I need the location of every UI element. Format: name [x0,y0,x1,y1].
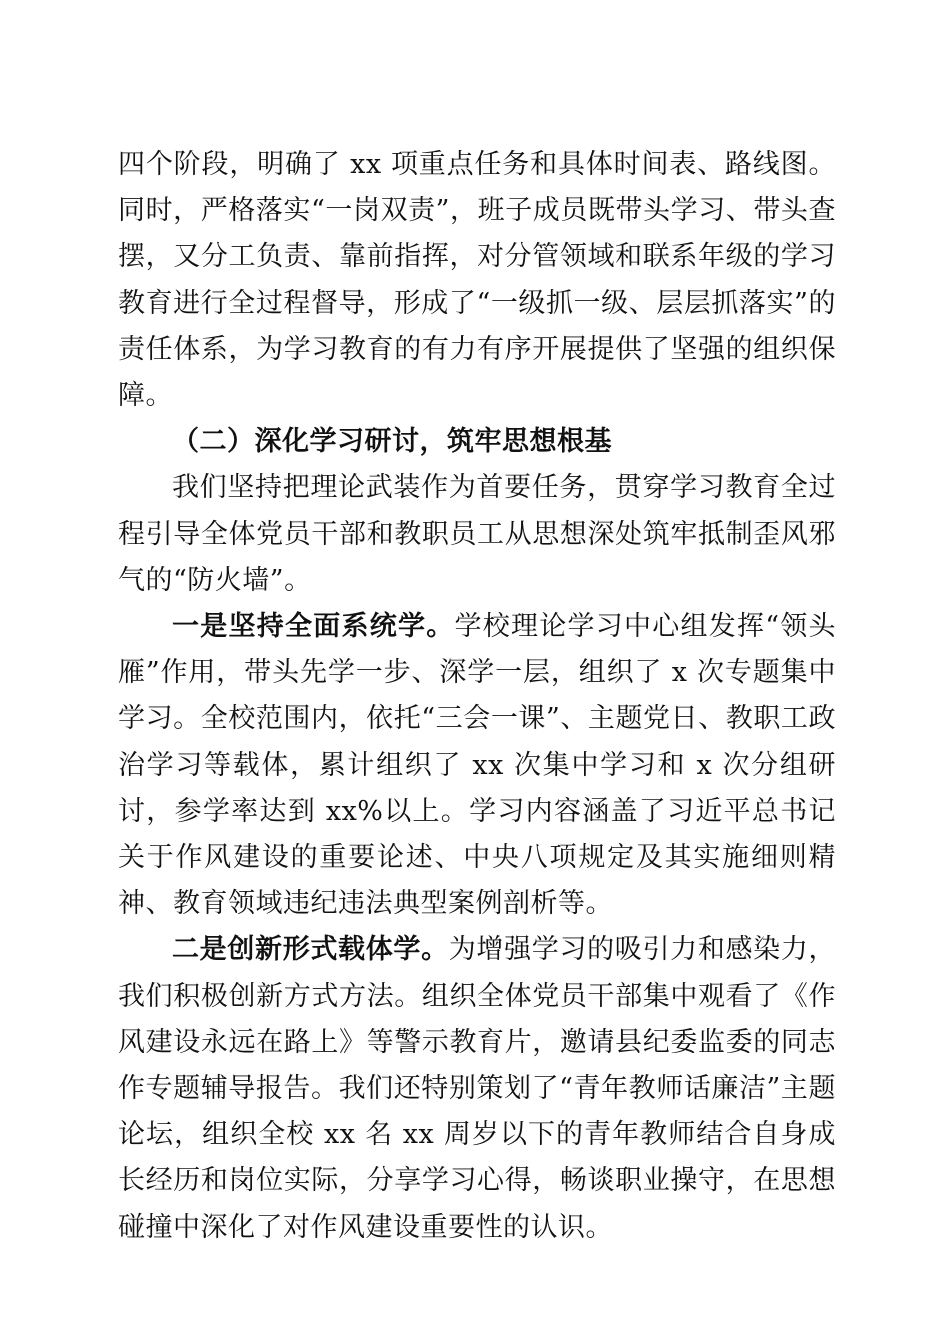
paragraph-body: 学校理论学习中心组发挥“领头雁”作用，带头先学一步、深学一层，组织了 x 次专题集中学习。全校范围内，依托“三会一课”、主题党日、教职工政治学习等载体，累计组织了 xx 次集中学习和 x 次分组研讨，参学率达到 xx%以上。学习内容涵盖了习近平总书记关于作风建设的重要论述、中央八项规定及其实施细则精神、教育领域违纪违法典型案例剖析等。 [118,611,837,920]
document-body [118,142,836,1251]
section-heading: （二）深化学习研讨，筑牢思想根基 [172,426,612,458]
paragraph-systematic-study [118,604,836,927]
paragraph-continuation: 四个阶段，明确了 xx 项重点任务和具体时间表、路线图。同时，严格落实“一岗双责”，班子成员既带头学习、带头查摆，又分工负责、靠前指挥，对分管领域和联系年级的学习教育进行全过程督导，形成了“一级抓一级、层层抓落实”的责任体系，为学习教育的有力有序开展提供了坚强的组织保障。 [118,149,836,412]
paragraph-lead: 二是创新形式载体学。 [172,934,449,966]
paragraph-intro: 我们坚持把理论武装作为首要任务，贯穿学习教育全过程引导全体党员干部和教职员工从思想深处筑牢抵制歪风邪气的“防火墙”。 [118,472,836,596]
paragraph-lead: 一是坚持全面系统学。 [172,611,455,643]
paragraph-body: 为增强学习的吸引力和感染力，我们积极创新方式方法。组织全体党员干部集中观看了《作风建设永远在路上》等警示教育片，邀请县纪委监委的同志作专题辅导报告。我们还特别策划了“青年教师话廉洁”主题论坛，组织全校 xx 名 xx 周岁以下的青年教师结合自身成长经历和岗位实际，分享学习心得，畅谈职业操守，在思想碰撞中深化了对作风建设重要性的认识。 [118,934,837,1243]
paragraph-innovative-study [118,927,836,1250]
